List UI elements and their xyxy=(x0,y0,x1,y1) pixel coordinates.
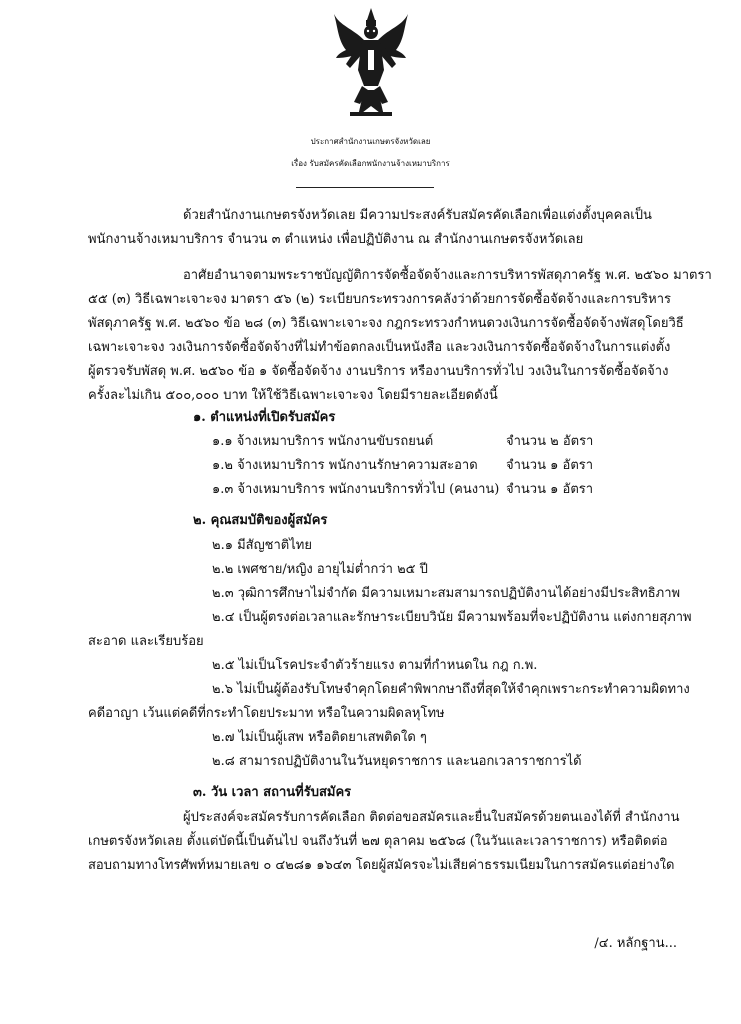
position-count: จำนวน ๑ อัตรา xyxy=(506,482,594,497)
title-divider xyxy=(296,187,434,188)
announcement-title: ประกาศสำนักงานเกษตรจังหวัดเลย xyxy=(310,137,431,146)
intro-line: พนักงานจ้างเหมาบริการ จำนวน ๓ ตำแหน่ง เพื่อปฏิบัติงาน ณ สำนักงานเกษตรจังหวัดเลย xyxy=(88,232,584,247)
position-count: จำนวน ๑ อัตรา xyxy=(506,458,594,473)
section-3-heading: ๓. วัน เวลา สถานที่รับสมัคร xyxy=(193,785,352,800)
application-line: เกษตรจังหวัดเลย ตั้งแต่บัดนี้เป็นต้นไป จนถึงวันที่ ๒๗ ตุลาคม ๒๕๖๘ (ในวันและเวลาราชการ) หรือติดต่อ xyxy=(88,834,668,849)
authority-line: ผู้ตรวจรับพัสดุ พ.ศ. ๒๕๖๐ ข้อ ๑ จัดซื้อจัดจ้าง งานบริการ หรืองานบริการทั่วไป วงเงินในการจัดซื้อจัดจ้าง xyxy=(88,364,669,379)
qualification-item: ๒.๒ เพศชาย/หญิง อายุไม่ต่ำกว่า ๒๕ ปี xyxy=(212,562,428,577)
qualification-item: ๒.๘ สามารถปฏิบัติงานในวันหยุดราชการ และนอกเวลาราชการได้ xyxy=(212,754,582,769)
qualification-item: ๒.๔ เป็นผู้ตรงต่อเวลาและรักษาระเบียบวินัย มีความพร้อมที่จะปฏิบัติงาน แต่งกายสุภาพ xyxy=(212,610,692,625)
section-1-heading: ๑. ตำแหน่งที่เปิดรับสมัคร xyxy=(193,410,336,425)
continuation-reference: /๔. หลักฐาน... xyxy=(594,936,677,951)
qualification-item: ๒.๗ ไม่เป็นผู้เสพ หรือติดยาเสพติดใด ๆ xyxy=(212,730,427,745)
qualification-item: ๒.๕ ไม่เป็นโรคประจำตัวร้ายแรง ตามที่กำหนดใน กฎ ก.พ. xyxy=(212,658,538,673)
position-label: ๑.๑ จ้างเหมาบริการ พนักงานขับรถยนต์ xyxy=(212,434,434,449)
position-label: ๑.๒ จ้างเหมาบริการ พนักงานรักษาความสะอาด xyxy=(212,458,478,473)
authority-line: ๕๕ (๓) วิธีเฉพาะเจาะจง มาตรา ๕๖ (๒) ระเบียบกระทรวงการคลังว่าด้วยการจัดซื้อจัดจ้างและการบริหาร xyxy=(88,292,672,307)
qualification-item: ๒.๖ ไม่เป็นผู้ต้องรับโทษจำคุกโดยคำพิพากษาถึงที่สุดให้จำคุกเพราะกระทำความผิดทาง xyxy=(212,682,690,697)
position-count: จำนวน ๒ อัตรา xyxy=(506,434,594,449)
section-2-heading: ๒. คุณสมบัติของผู้สมัคร xyxy=(193,513,328,528)
qualification-item-continued: สะอาด และเรียบร้อย xyxy=(88,634,204,649)
intro-line: ด้วยสำนักงานเกษตรจังหวัดเลย มีความประสงค์รับสมัครคัดเลือกเพื่อแต่งตั้งบุคคลเป็น xyxy=(183,208,652,223)
announcement-subject: เรื่อง รับสมัครคัดเลือกพนักงานจ้างเหมาบริการ xyxy=(291,159,450,168)
authority-line: พัสดุภาครัฐ พ.ศ. ๒๕๖๐ ข้อ ๒๘ (๓) วิธีเฉพาะเจาะจง กฎกระทรวงกำหนดวงเงินการจัดซื้อจัดจ้างพัสดุโดยวิธี xyxy=(88,316,684,331)
position-label: ๑.๓ จ้างเหมาบริการ พนักงานบริการทั่วไป (คนงาน) xyxy=(212,482,500,497)
application-line: สอบถามทางโทรศัพท์หมายเลข ๐ ๔๒๘๑ ๑๖๔๓ โดยผู้สมัครจะไม่เสียค่าธรรมเนียมในการสมัครแต่อย่างใด xyxy=(88,858,675,873)
qualification-item: ๒.๑ มีสัญชาติไทย xyxy=(212,538,312,553)
garuda-emblem-icon xyxy=(332,6,410,122)
authority-line: อาศัยอำนาจตามพระราชบัญญัติการจัดซื้อจัดจ้างและการบริหารพัสดุภาครัฐ พ.ศ. ๒๕๖๐ มาตรา xyxy=(183,268,712,283)
authority-line: เฉพาะเจาะจง วงเงินการจัดซื้อจัดจ้างที่ไม่ทำข้อตกลงเป็นหนังสือ และวงเงินการจัดซื้อจัดจ้างในการแต่งตั้ง xyxy=(88,340,671,355)
qualification-item-continued: คดีอาญา เว้นแต่คดีที่กระทำโดยประมาท หรือในความผิดลหุโทษ xyxy=(88,706,445,721)
qualification-item: ๒.๓ วุฒิการศึกษาไม่จำกัด มีความเหมาะสมสามารถปฏิบัติงานได้อย่างมีประสิทธิภาพ xyxy=(212,586,681,601)
application-line: ผู้ประสงค์จะสมัครรับการคัดเลือก ติดต่อขอสมัครและยื่นใบสมัครด้วยตนเองได้ที่ สำนักงาน xyxy=(183,810,680,825)
authority-line: ครั้งละไม่เกิน ๕๐๐,๐๐๐ บาท ให้ใช้วิธีเฉพาะเจาะจง โดยมีรายละเอียดดังนี้ xyxy=(88,388,498,403)
